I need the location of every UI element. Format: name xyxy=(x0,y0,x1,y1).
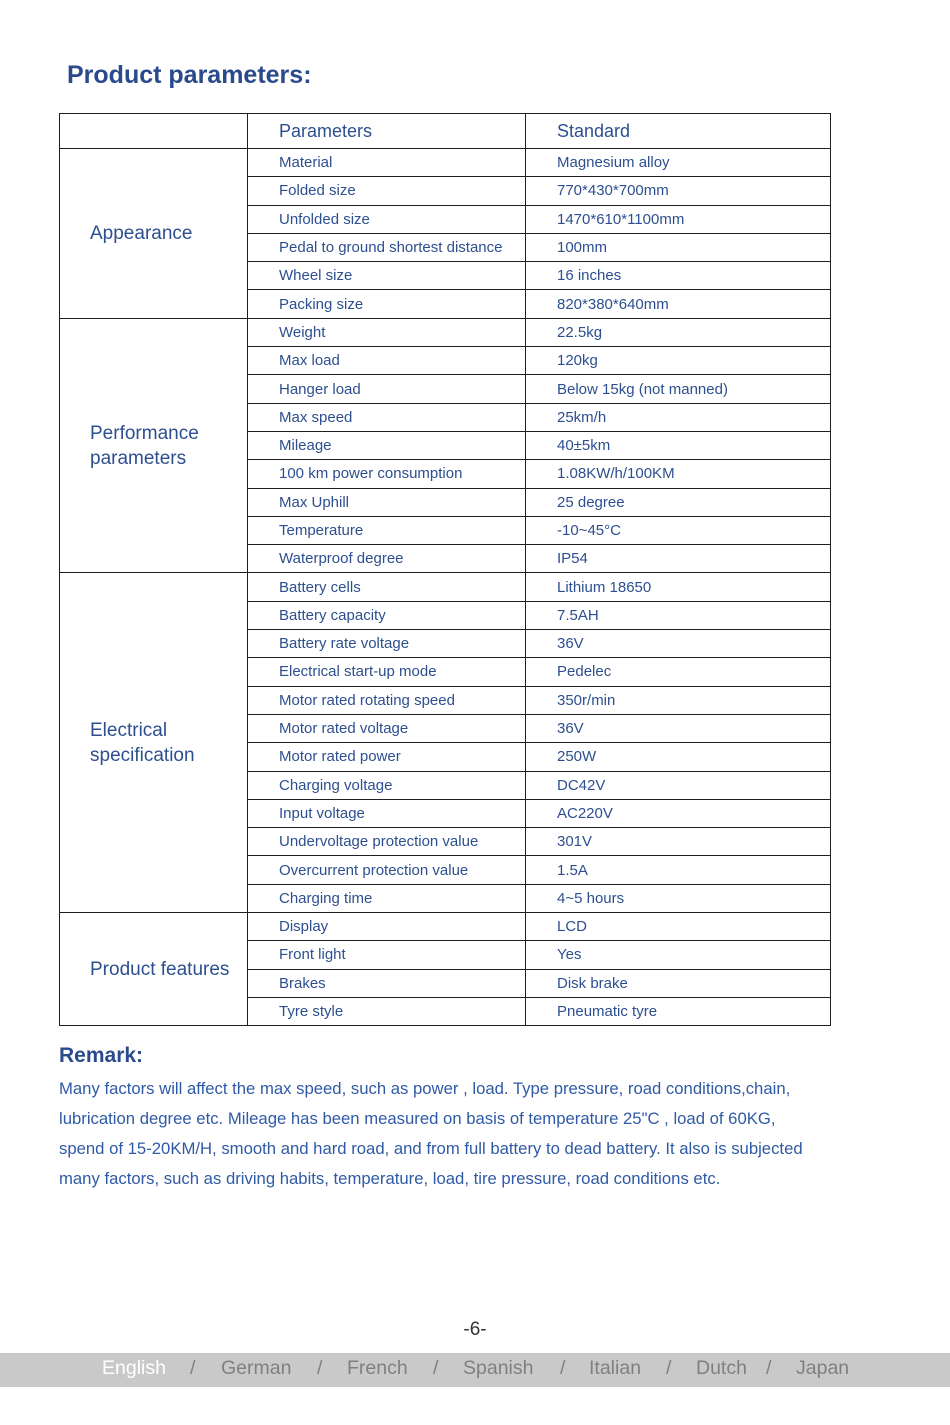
parameter-cell: Temperature xyxy=(248,516,526,544)
language-japan[interactable]: Japan xyxy=(796,1357,850,1379)
parameter-cell: Mileage xyxy=(248,431,526,459)
standard-value-cell: 820*380*640mm xyxy=(526,290,831,318)
language-german[interactable]: German xyxy=(221,1357,292,1379)
language-separator: / xyxy=(766,1357,772,1379)
standard-value-cell: 1.5A xyxy=(526,856,831,884)
standard-value-cell: 100mm xyxy=(526,233,831,261)
parameter-cell: Brakes xyxy=(248,969,526,997)
standard-value-cell: 16 inches xyxy=(526,262,831,290)
product-parameters-table xyxy=(59,113,831,1026)
language-separator: / xyxy=(190,1357,196,1379)
standard-value-cell: 1.08KW/h/100KM xyxy=(526,460,831,488)
parameter-cell: Motor rated rotating speed xyxy=(248,686,526,714)
language-italian[interactable]: Italian xyxy=(589,1357,642,1379)
standard-value-cell: 301V xyxy=(526,828,831,856)
page-title: Product parameters: xyxy=(67,61,312,89)
standard-value-cell: IP54 xyxy=(526,545,831,573)
standard-value-cell: 22.5kg xyxy=(526,318,831,346)
standard-value-cell: Pedelec xyxy=(526,658,831,686)
parameter-cell: Display xyxy=(248,913,526,941)
standard-value-cell: 36V xyxy=(526,630,831,658)
parameter-cell: Unfolded size xyxy=(248,205,526,233)
standard-value-cell: LCD xyxy=(526,913,831,941)
language-separator: / xyxy=(433,1357,439,1379)
parameter-cell: Front light xyxy=(248,941,526,969)
standard-value-cell: Magnesium alloy xyxy=(526,149,831,177)
parameter-cell: Input voltage xyxy=(248,799,526,827)
parameter-cell: Motor rated voltage xyxy=(248,714,526,742)
table-row xyxy=(60,149,831,177)
parameter-cell: Waterproof degree xyxy=(248,545,526,573)
language-bar xyxy=(0,1353,950,1387)
header-parameters: Parameters xyxy=(248,114,526,149)
parameter-cell: Packing size xyxy=(248,290,526,318)
parameter-cell: Weight xyxy=(248,318,526,346)
standard-value-cell: Yes xyxy=(526,941,831,969)
parameter-cell: 100 km power consumption xyxy=(248,460,526,488)
table-header-row xyxy=(60,114,831,149)
parameter-cell: Charging voltage xyxy=(248,771,526,799)
standard-value-cell: DC42V xyxy=(526,771,831,799)
parameter-cell: Material xyxy=(248,149,526,177)
remark-line: many factors, such as driving habits, temperature, load, tire pressure, road conditions etc. xyxy=(59,1169,721,1188)
language-separator: / xyxy=(560,1357,566,1379)
parameter-cell: Motor rated power xyxy=(248,743,526,771)
standard-value-cell: 7.5AH xyxy=(526,601,831,629)
standard-value-cell: 40±5km xyxy=(526,431,831,459)
standard-value-cell: 4~5 hours xyxy=(526,884,831,912)
parameter-cell: Max Uphill xyxy=(248,488,526,516)
remark-text xyxy=(59,1074,889,1194)
parameter-cell: Battery capacity xyxy=(248,601,526,629)
standard-value-cell: -10~45°C xyxy=(526,516,831,544)
remark-title: Remark: xyxy=(59,1044,144,1067)
parameter-cell: Charging time xyxy=(248,884,526,912)
standard-value-cell: 250W xyxy=(526,743,831,771)
standard-value-cell: AC220V xyxy=(526,799,831,827)
header-standard: Standard xyxy=(526,114,831,149)
language-spanish[interactable]: Spanish xyxy=(463,1357,534,1379)
standard-value-cell: 36V xyxy=(526,714,831,742)
standard-value-cell: 25 degree xyxy=(526,488,831,516)
parameter-cell: Folded size xyxy=(248,177,526,205)
standard-value-cell: 350r/min xyxy=(526,686,831,714)
language-french[interactable]: French xyxy=(347,1357,408,1379)
standard-value-cell: Below 15kg (not manned) xyxy=(526,375,831,403)
standard-value-cell: 770*430*700mm xyxy=(526,177,831,205)
parameter-cell: Hanger load xyxy=(248,375,526,403)
standard-value-cell: 120kg xyxy=(526,347,831,375)
table-row xyxy=(60,573,831,601)
table-row xyxy=(60,318,831,346)
standard-value-cell: Disk brake xyxy=(526,969,831,997)
standard-value-cell: Lithium 18650 xyxy=(526,573,831,601)
remark-line: lubrication degree etc. Mileage has been measured on basis of temperature 25"C , load of 60KG, xyxy=(59,1109,776,1128)
category-cell: Performance parameters xyxy=(60,318,248,573)
category-cell: Electrical specification xyxy=(60,573,248,913)
table-body xyxy=(60,149,831,1026)
category-cell: Product features xyxy=(60,913,248,1026)
parameter-cell: Overcurrent protection value xyxy=(248,856,526,884)
remark-line: spend of 15-20KM/H, smooth and hard road, and from full battery to dead battery. It also is subjected xyxy=(59,1139,803,1158)
table-row xyxy=(60,913,831,941)
language-separator: / xyxy=(317,1357,323,1379)
parameter-cell: Max speed xyxy=(248,403,526,431)
parameter-cell: Undervoltage protection value xyxy=(248,828,526,856)
parameter-cell: Battery cells xyxy=(248,573,526,601)
parameter-cell: Max load xyxy=(248,347,526,375)
language-dutch[interactable]: Dutch xyxy=(696,1357,747,1379)
standard-value-cell: Pneumatic tyre xyxy=(526,997,831,1025)
page-number: -6- xyxy=(463,1319,487,1340)
parameter-cell: Wheel size xyxy=(248,262,526,290)
language-separator: / xyxy=(666,1357,672,1379)
standard-value-cell: 25km/h xyxy=(526,403,831,431)
parameter-cell: Tyre style xyxy=(248,997,526,1025)
parameter-cell: Electrical start-up mode xyxy=(248,658,526,686)
parameter-cell: Battery rate voltage xyxy=(248,630,526,658)
standard-value-cell: 1470*610*1100mm xyxy=(526,205,831,233)
parameter-cell: Pedal to ground shortest distance xyxy=(248,233,526,261)
header-category-cell xyxy=(60,114,248,149)
language-english[interactable]: English xyxy=(102,1357,166,1379)
category-cell: Appearance xyxy=(60,149,248,319)
remark-line: Many factors will affect the max speed, such as power , load. Type pressure, road conditions,chain, xyxy=(59,1079,791,1098)
